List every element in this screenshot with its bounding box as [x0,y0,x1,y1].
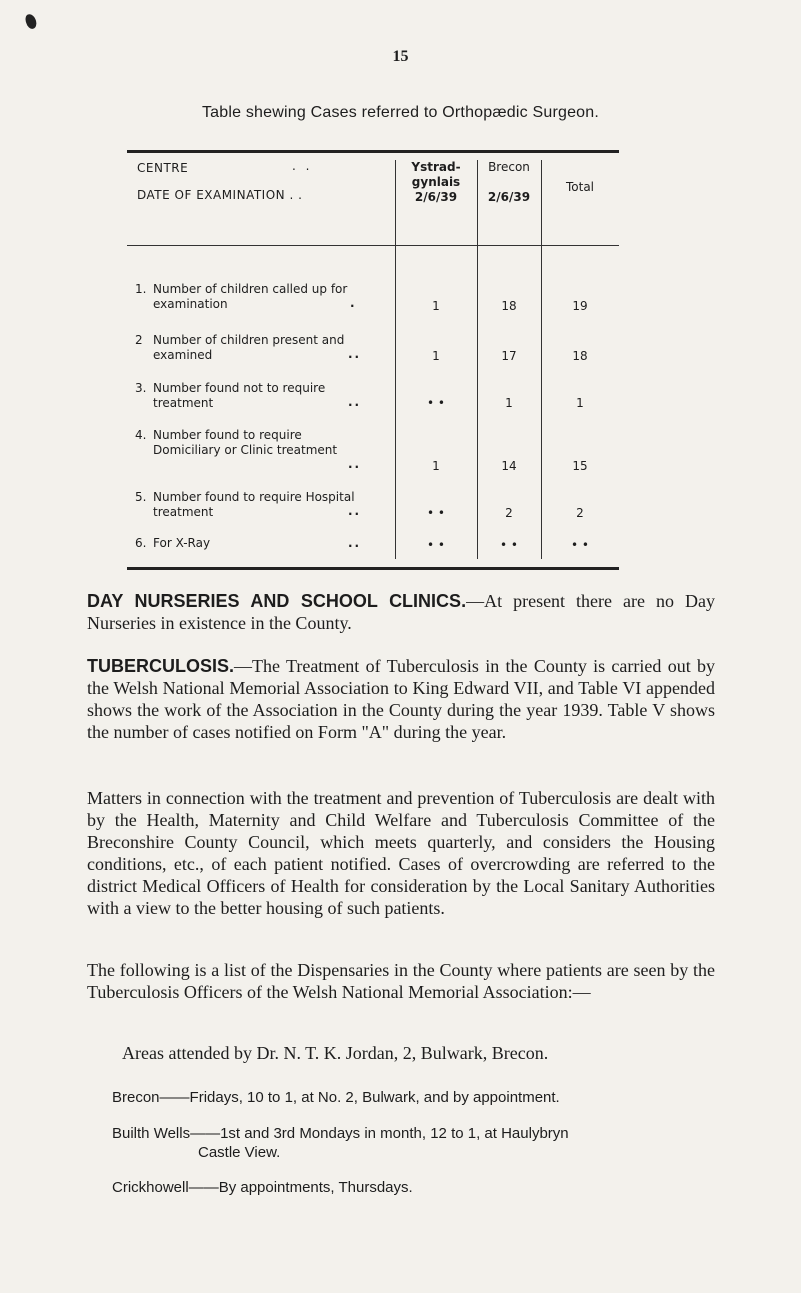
ink-blot [24,13,38,30]
table-bottom-rule [127,567,619,570]
schedule-builth-wells: Builth Wells——1st and 3rd Mondays in month, 12 to 1, at Haulybryn [112,1125,569,1142]
table-title: Table shewing Cases referred to Orthopædic Surgeon. [201,104,600,121]
table-header-rule [127,245,619,246]
header-total: Total [565,180,595,194]
table-top-rule [127,150,619,153]
schedule-brecon: Brecon——Fridays, 10 to 1, at No. 2, Bulwark, and by appointment. [112,1089,560,1106]
schedule-builth-wells-cont: Castle View. [198,1144,281,1161]
tuberculosis-paragraph: TUBERCULOSIS.—The Treatment of Tuberculosis in the County is carried out by the Welsh National Memorial Association to King Edward VII, and Table VI appended shows the work of the Association in the County during the year 1939. Table V shows the number of cases notified on Form "A" during the year. [87,656,715,742]
tuberculosis-heading: TUBERCULOSIS. [87,656,235,676]
matters-paragraph: Matters in connection with the treatment and prevention of Tuberculosis are dealt with by the Health, Maternity and Child Welfare and Tuberculosis Committee of the Breconshire County Council, which meets quarterly, and considers the Housing conditions, etc., of each patient notified. Cases of overcrowding are referred to the district Medical Officers of Health for consideration by the Local Sanitary Authorities with a view to the better housing of such patients. [87,788,715,918]
day-nurseries-heading: DAY NURSERIES AND SCHOOL CLINICS. [87,591,467,611]
header-leader-1: . . [292,159,313,173]
schedule-crickhowell: Crickhowell——By appointments, Thursdays. [112,1179,413,1196]
orthopaedic-table: CENTRE . . DATE OF EXAMINATION . . Ystrad- gynlais 2/6/39 Brecon 2/6/39 Total 1. Number of children called up for examination . 1 18 19 2 Number of children present and examined .. 1 17 18 3. Number found not to require treatment .. • • 1 1 4. Number found to require Domiciliary or Clinic treatment .. 1 14 15 5. Number found to require Hospital treatment .. • • 2 2 6. For X-Ray .. • • • • • • [127,150,619,568]
dispensaries-paragraph: The following is a list of the Dispensaries in the County where patients are seen by the Tuberculosis Officers of the Welsh National Memorial Association:— [87,960,715,1002]
header-brecon: Brecon 2/6/39 [487,160,531,204]
header-centre-label: CENTRE [137,161,189,175]
header-ystradgynlais: Ystrad- gynlais 2/6/39 [411,160,461,204]
page-number: 15 [392,48,409,65]
header-date-label: DATE OF EXAMINATION . . [137,188,303,202]
areas-line: Areas attended by Dr. N. T. K. Jordan, 2, Bulwark, Brecon. [122,1043,549,1063]
day-nurseries-paragraph: DAY NURSERIES AND SCHOOL CLINICS.—At present there are no Day Nurseries in existence in the County. [87,591,715,633]
